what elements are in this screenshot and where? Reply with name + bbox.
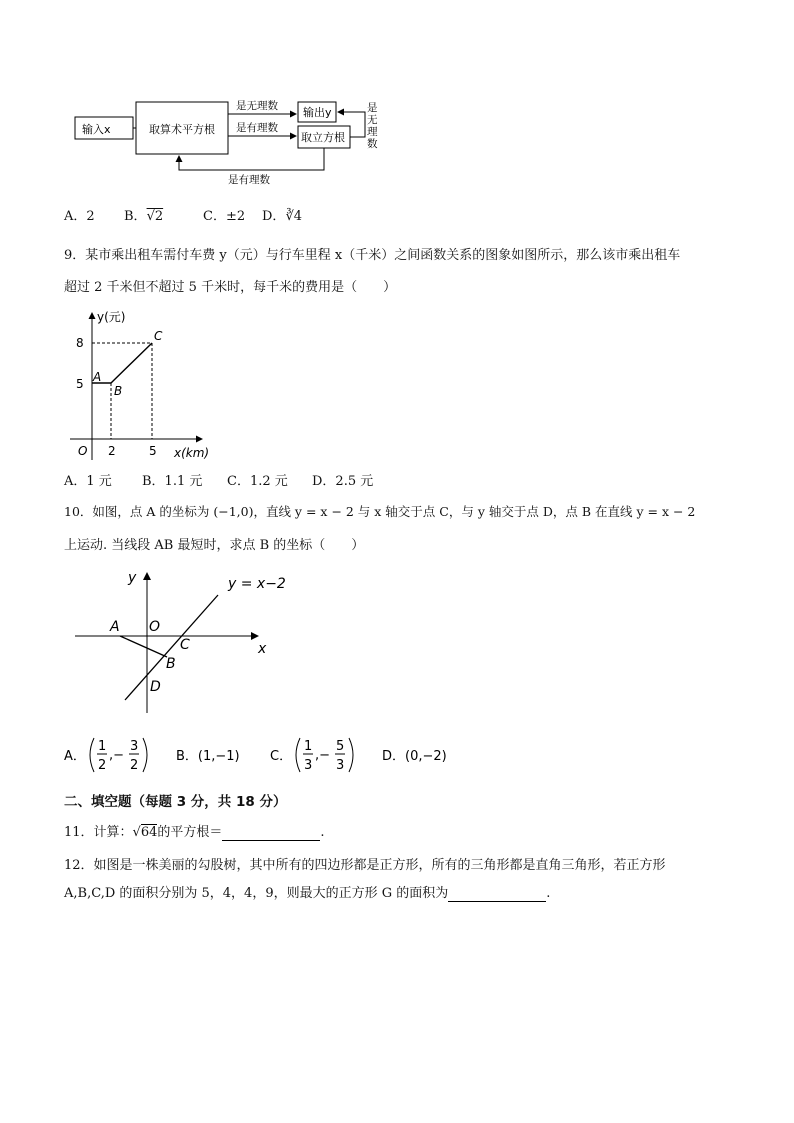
q8-option-b: B．√2 — [124, 209, 164, 224]
segment-ab — [120, 636, 167, 657]
output-label: 输出y — [303, 106, 332, 119]
x-tick-2: 2 — [108, 444, 116, 458]
sqrt2: √2 — [146, 209, 164, 224]
svg-text:理: 理 — [367, 126, 378, 138]
q9-option-b: B．1.1 元 — [142, 474, 203, 489]
svg-text:5: 5 — [336, 739, 345, 754]
point-a-label: A — [110, 619, 120, 635]
q9-option-a: A．1 元 — [64, 474, 112, 489]
x-axis-label: x(km) — [174, 446, 210, 460]
q10-graph — [70, 565, 300, 720]
point-b-label: B — [114, 384, 123, 398]
input-label: 输入x — [82, 123, 111, 136]
point-a-label: A — [93, 370, 102, 384]
process-box — [136, 102, 228, 154]
svg-text:3: 3 — [304, 758, 313, 773]
q9-option-c: C．1.2 元 — [227, 474, 288, 489]
x-tick-5: 5 — [149, 444, 157, 458]
svg-text:数: 数 — [367, 138, 378, 150]
q10-option-b: B．(1,−1) — [176, 749, 240, 764]
y-axis-label: y(元) — [97, 310, 126, 324]
irrational-label: 是无理数 — [236, 100, 278, 112]
y-tick-8: 8 — [76, 336, 84, 350]
svg-text:2: 2 — [130, 758, 139, 773]
process-label: 取算术平方根 — [149, 123, 215, 136]
svg-text:1: 1 — [304, 739, 313, 754]
point-c-label: C — [180, 637, 190, 653]
cube-root-4: ∛4 — [285, 209, 302, 224]
cube-root-box — [298, 126, 350, 148]
output-box — [298, 102, 336, 122]
section2-title: 二、填空题（每题 3 分，共 18 分） — [64, 794, 287, 810]
rational-label: 是有理数 — [236, 122, 278, 134]
q12-text-line2: A,B,C,D 的面积分别为 5，4，4，9，则最大的正方形 G 的面积为 . — [64, 886, 551, 901]
svg-text:,−: ,− — [109, 748, 125, 763]
q12-text-line1: 12．如图是一株美丽的勾股树，其中所有的四边形都是正方形，所有的三角形都是直角三角形，若正方形 — [64, 858, 666, 873]
q8-option-a: A．2 — [64, 209, 95, 224]
svg-text:3: 3 — [130, 739, 139, 754]
q8-option-c: C．±2 — [203, 209, 246, 224]
svg-text:是: 是 — [367, 102, 378, 114]
q12-answer-blank[interactable] — [448, 887, 546, 902]
point-c-label: C — [154, 329, 163, 343]
q11-text: 11．计算：√64的平方根＝ . — [64, 825, 325, 840]
line-y-x-2 — [125, 595, 218, 700]
y-axis-label: y — [128, 570, 137, 586]
y-tick-5: 5 — [76, 377, 84, 391]
q10-option-d: D．(0,−2) — [382, 749, 447, 764]
input-box — [75, 117, 133, 139]
q10-text-line1: 10．如图，点 A 的坐标为 (−1,0)，直线 y = x − 2 与 x 轴交于点 C，与 y 轴交于点 D，点 B 在直线 y = x − 2 — [64, 504, 696, 519]
q10-option-a-prefix: A． — [64, 749, 86, 764]
origin-label: O — [149, 619, 161, 635]
origin-label: O — [78, 444, 88, 458]
svg-text:3: 3 — [336, 758, 345, 773]
point-b-label: B — [166, 656, 176, 672]
svg-text:1: 1 — [98, 739, 107, 754]
q9-text-line2: 超过 2 千米但不超过 5 千米时，每千米的费用是（ ） — [64, 280, 397, 295]
q8-option-d: D．∛4 — [262, 209, 302, 224]
q9-option-d: D．2.5 元 — [312, 474, 374, 489]
svg-text:,−: ,− — [315, 748, 331, 763]
q10-option-c-prefix: C． — [270, 749, 293, 764]
cube-root-label: 取立方根 — [301, 131, 345, 144]
svg-text:无: 无 — [367, 114, 378, 126]
svg-text:2: 2 — [98, 758, 107, 773]
q9-text-line1: 9．某市乘出租车需付车费 y（元）与行车里程 x（千米）之间函数关系的图象如图所示，那么该市乘出租车 — [64, 248, 681, 263]
q9-graph — [70, 305, 240, 465]
x-axis-label: x — [258, 641, 267, 657]
equation-label: y = x−2 — [228, 576, 286, 592]
q10-options — [60, 732, 460, 778]
q8-flowchart — [70, 92, 390, 190]
q10-text-line2: 上运动. 当线段 AB 最短时，求点 B 的坐标（ ） — [64, 538, 365, 553]
point-d-label: D — [150, 679, 161, 695]
q11-radicand: 64 — [140, 825, 158, 840]
q11-answer-blank[interactable] — [222, 826, 320, 841]
sqrt-symbol: √ — [132, 825, 141, 840]
bottom-label: 是有理数 — [228, 174, 270, 186]
